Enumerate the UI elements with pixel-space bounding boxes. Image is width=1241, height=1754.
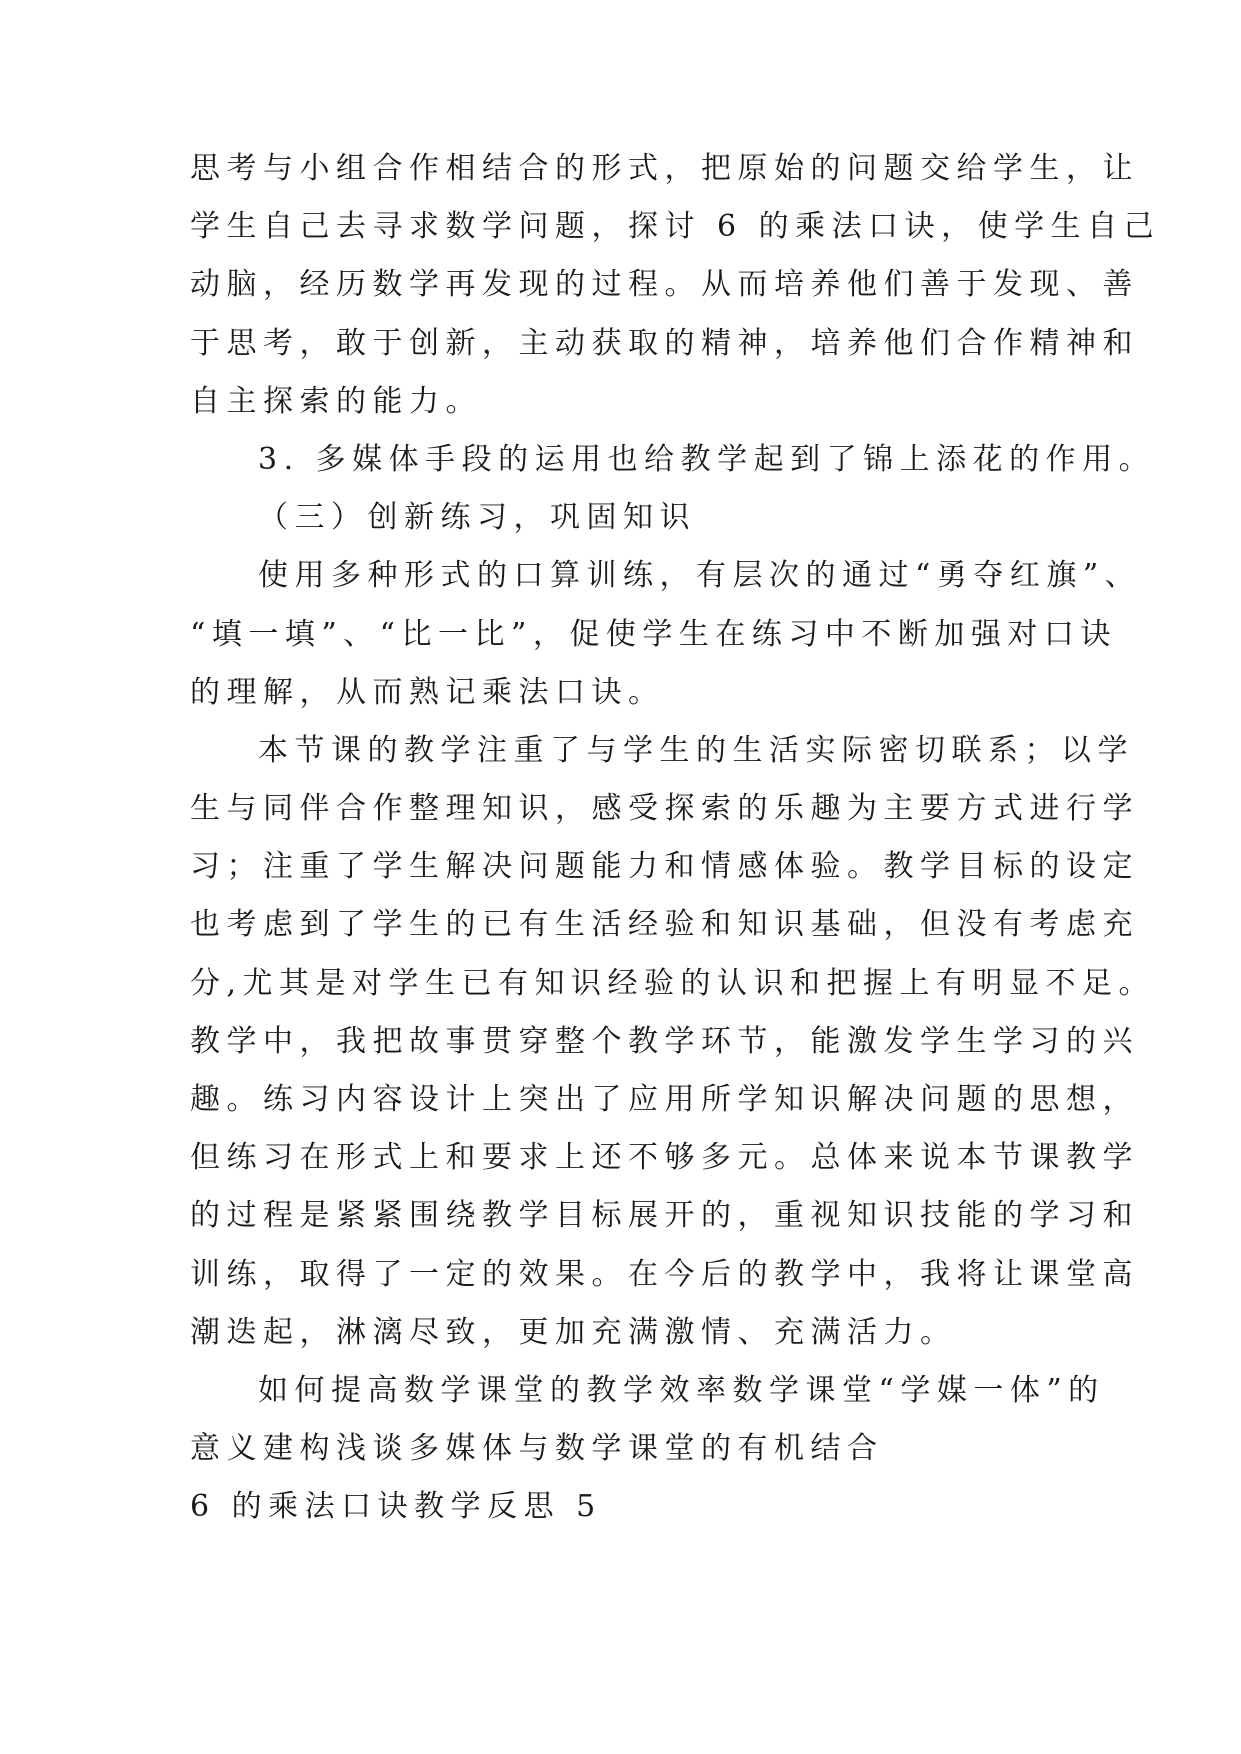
body-line: 学生自己去寻求数学问题，探讨 6 的乘法口诀，使学生自己 xyxy=(190,209,1161,245)
related-articles-line: 如何提高数学课堂的教学效率数学课堂“学媒一体”的 xyxy=(258,1372,1105,1408)
body-line: 动脑，经历数学再发现的过程。从而培养他们善于发现、善 xyxy=(190,267,1139,303)
body-line: 思考与小组合作相结合的形式，把原始的问题交给学生，让 xyxy=(190,151,1139,186)
body-line: 生与同伴合作整理知识，感受探索的乐趣为主要方式进行学 xyxy=(190,791,1139,827)
document-body xyxy=(190,140,1161,1537)
body-line: 自主探索的能力。 xyxy=(190,383,482,419)
body-line: 教学中，我把故事贯穿整个教学环节，能激发学生学习的兴 xyxy=(190,1023,1139,1059)
body-line: 的理解，从而熟记乘法口诀。 xyxy=(190,674,665,710)
body-line: 使用多种形式的口算训练，有层次的通过“勇夺红旗”、 xyxy=(258,558,1142,594)
list-item-3: 3. 多媒体手段的运用也给教学起到了锦上添花的作用。 xyxy=(258,441,1156,477)
body-line: 训练，取得了一定的效果。在今后的教学中，我将让课堂高 xyxy=(190,1256,1139,1292)
body-line: “填一填”、“比一比”，促使学生在练习中不断加强对口诀 xyxy=(190,616,1117,652)
body-line: 于思考，敢于创新，主动获取的精神，培养他们合作精神和 xyxy=(190,325,1139,361)
related-articles-line: 意义建构浅谈多媒体与数学课堂的有机结合 xyxy=(190,1431,884,1467)
body-line: 趣。练习内容设计上突出了应用所学知识解决问题的思想， xyxy=(190,1082,1139,1117)
body-line: 习；注重了学生解决问题能力和情感体验。教学目标的设定 xyxy=(190,849,1139,885)
next-section-title: 6 的乘法口诀教学反思 5 xyxy=(190,1489,602,1525)
body-line: 分,尤其是对学生已有知识经验的认识和把握上有明显不足。 xyxy=(190,965,1156,1001)
body-line: 的过程是紧紧围绕教学目标展开的，重视知识技能的学习和 xyxy=(190,1198,1139,1234)
section-heading: （三）创新练习，巩固知识 xyxy=(258,500,696,536)
body-line: 本节课的教学注重了与学生的生活实际密切联系；以学 xyxy=(258,732,1134,768)
body-line: 但练习在形式上和要求上还不够多元。总体来说本节课教学 xyxy=(190,1140,1139,1176)
body-line: 也考虑到了学生的已有生活经验和知识基础，但没有考虑充 xyxy=(190,907,1139,943)
body-line: 潮迭起，淋漓尽致，更加充满激情、充满活力。 xyxy=(190,1314,957,1350)
